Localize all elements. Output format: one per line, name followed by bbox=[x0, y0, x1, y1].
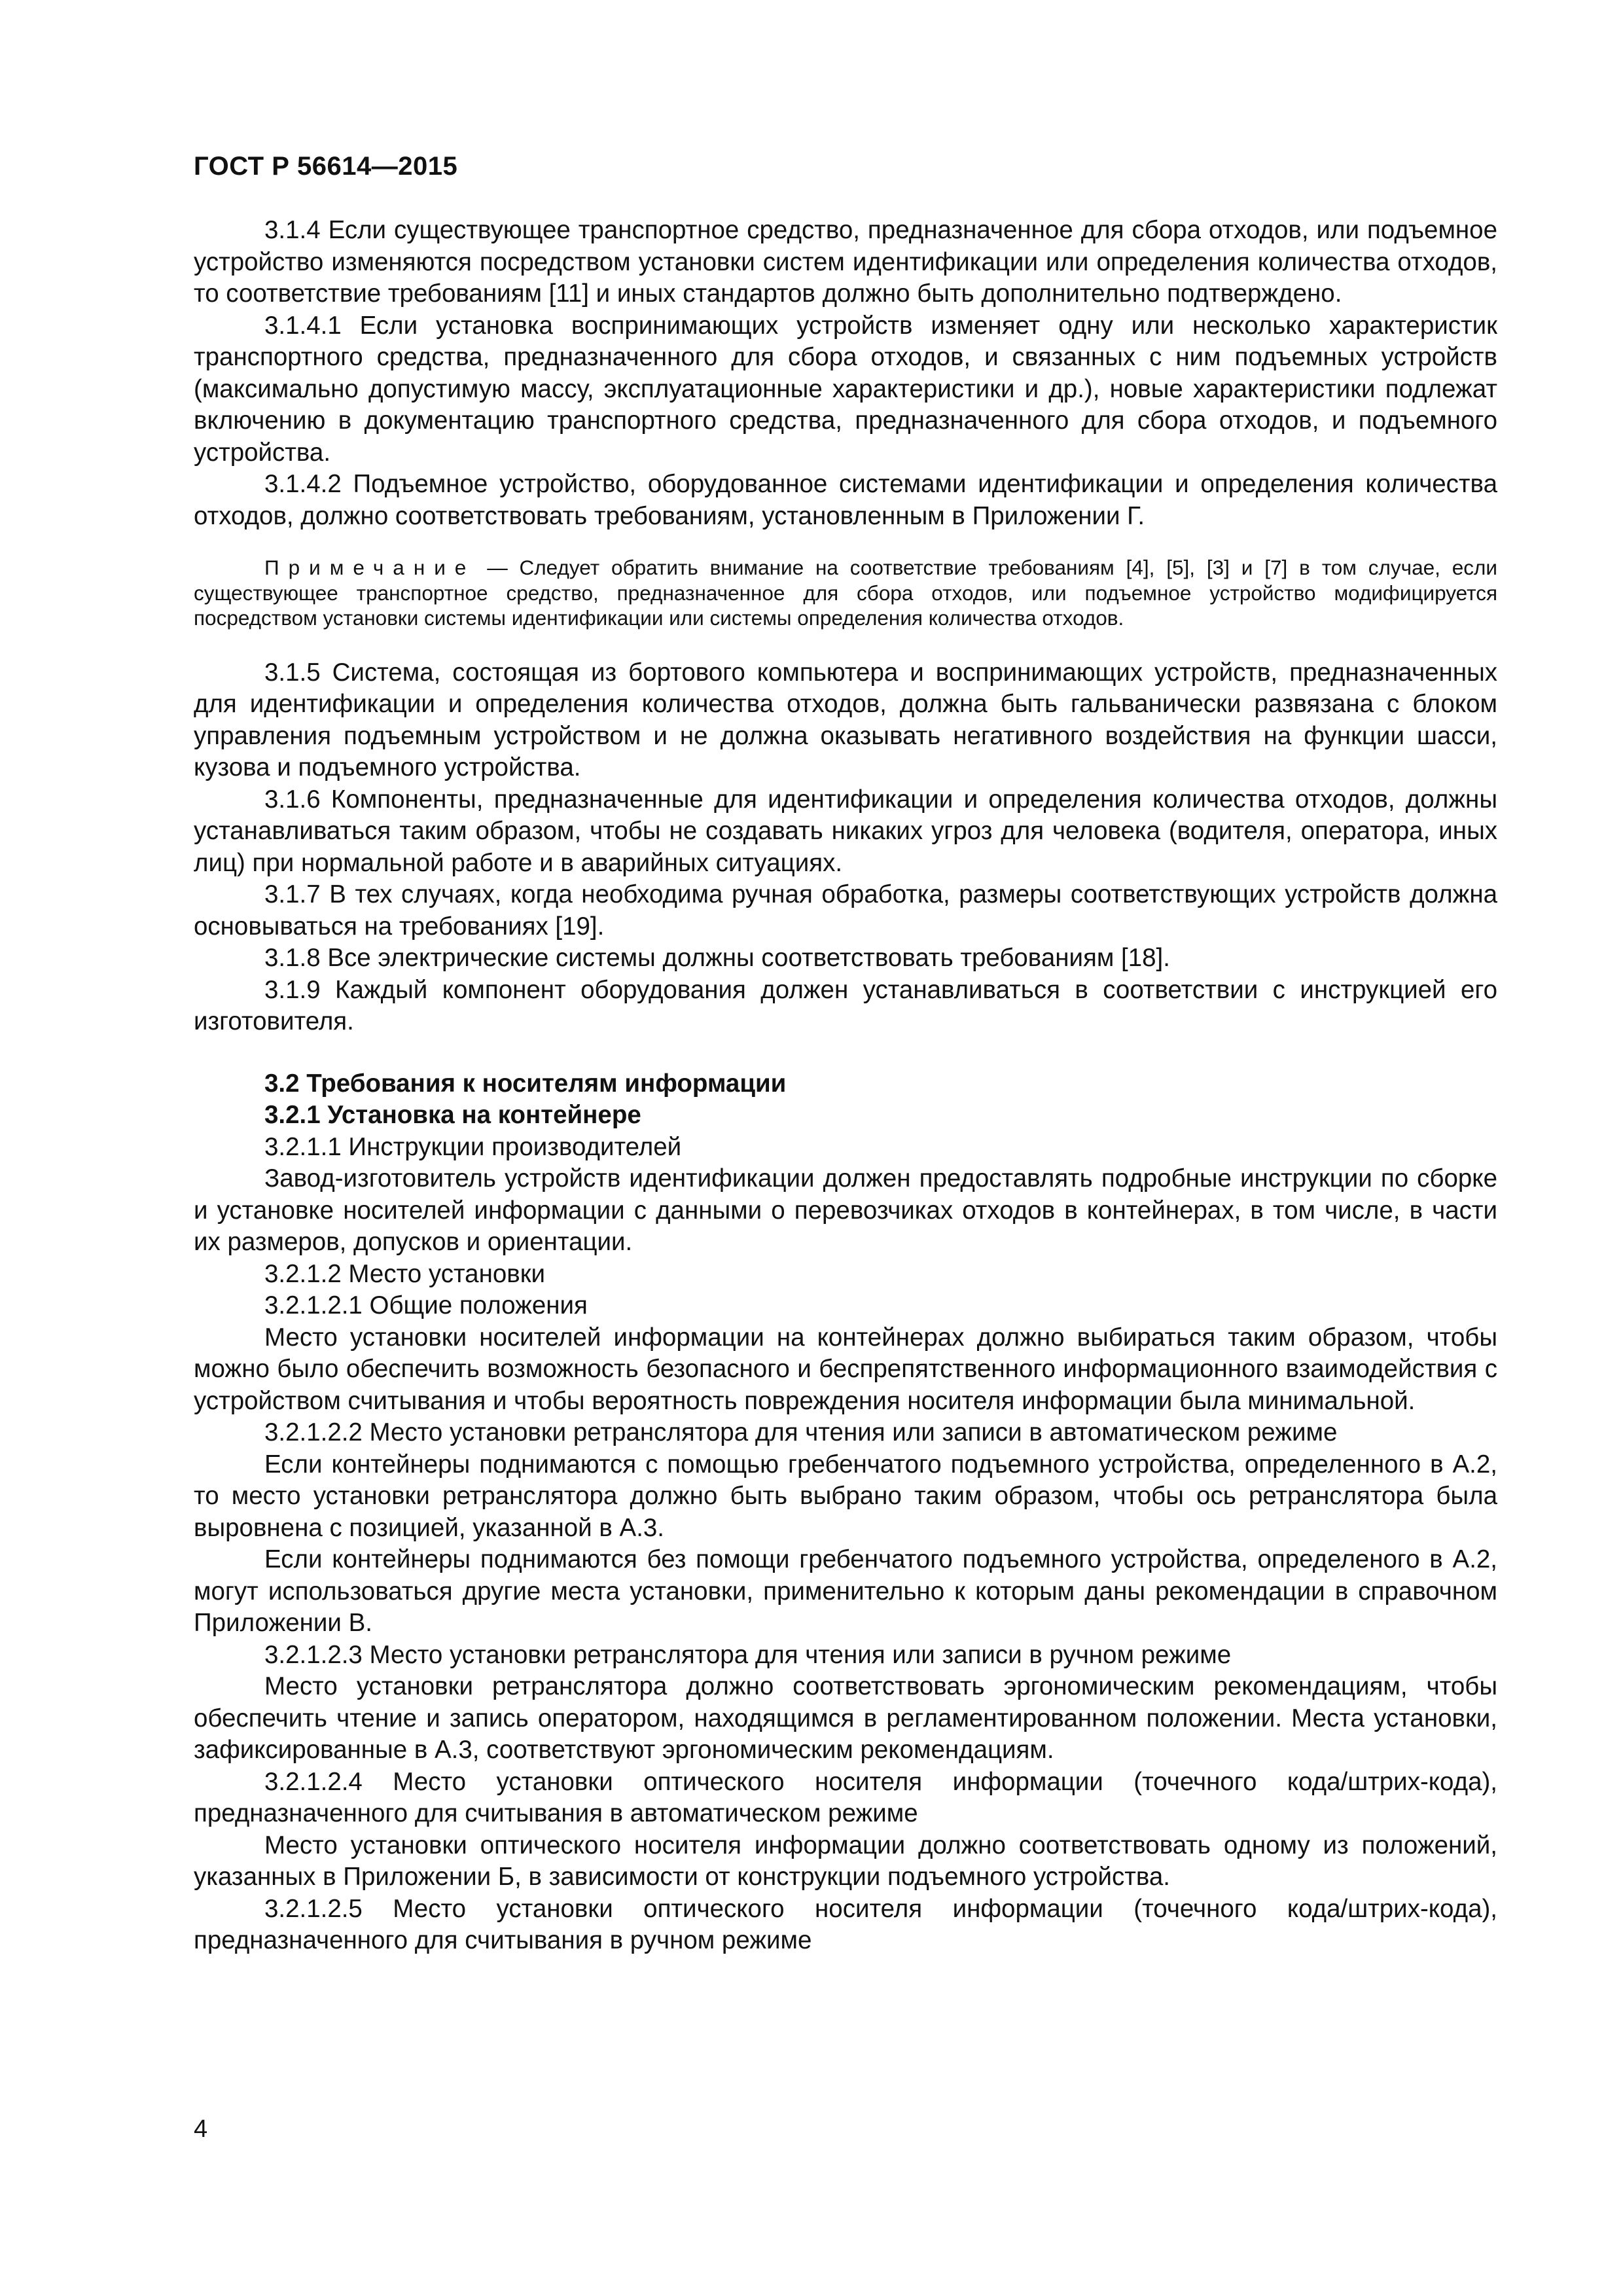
paragraph-3-2-1-1: Завод-изготовитель устройств идентификации должен предоставлять подробные инструкции по сборке и установке носителей информации с данными о перевозчиках отходов в контейнерах, в том числе, в части их размеров, допусков и ориентации. bbox=[194, 1164, 1497, 1256]
note bbox=[194, 555, 1497, 631]
clause-title-3-2-1-2-2: 3.2.1.2.2 Место установки ретранслятора для чтения или записи в автоматическом режиме bbox=[264, 1418, 1338, 1446]
paragraph-3-1-4-1: 3.1.4.1 Если установка воспринимающих устройств изменяет одну или несколько характеристик транспортного средства, предназначенного для сбора отходов, и связанных с ним подъемных устройств (максимально допустимую массу, эксплуатационные характеристики и др.), новые характеристики подлежат включению в документацию транспортного средства, предназначенного для сбора отходов, и подъемного устройства. bbox=[194, 311, 1497, 467]
note-text: — Следует обратить внимание на соответствие требованиям [4], [5], [3] и [7] в том случае, если существующее транспортное средство, предназначенное для сбора отходов, или подъемное устройство модифицируется посредством установки системы идентификации или системы определения количества отходов. bbox=[194, 556, 1497, 630]
clause-title-3-2-1-2: 3.2.1.2 Место установки bbox=[264, 1259, 546, 1288]
clause-title-3-2-1-2-5: 3.2.1.2.5 Место установки оптического носителя информации (точечного кода/штрих-кода), предназначенного для считывания в ручном режиме bbox=[194, 1894, 1497, 1954]
paragraph-3-2-1-2-3: Место установки ретранслятора должно соответствовать эргономическим рекомендациям, чтобы обеспечить чтение и запись оператором, находящимся в регламентированном положении. Места установки, зафиксированные в А.3, соответствуют эргономическим рекомендациям. bbox=[194, 1672, 1497, 1764]
paragraph-3-1-9: 3.1.9 Каждый компонент оборудования должен устанавливаться в соответствии с инструкцией его изготовителя. bbox=[194, 975, 1497, 1035]
paragraph-3-1-4-2: 3.1.4.2 Подъемное устройство, оборудованное системами идентификации и определения количества отходов, должно соответствовать требованиям, установленным в Приложении Г. bbox=[194, 470, 1497, 530]
note-label: Примечание bbox=[264, 556, 476, 579]
subsection-heading-3-2-1: 3.2.1 Установка на контейнере bbox=[264, 1101, 641, 1129]
clause-title-3-2-1-2-4: 3.2.1.2.4 Место установки оптического носителя информации (точечного кода/штрих-кода), предназначенного для считывания в автоматическом режиме bbox=[194, 1767, 1497, 1827]
paragraph-3-2-1-2-4: Место установки оптического носителя информации должно соответствовать одному из положений, указанных в Приложении Б, в зависимости от конструкции подъемного устройства. bbox=[194, 1831, 1497, 1891]
paragraph-3-2-1-2-2a: Если контейнеры поднимаются с помощью гребенчатого подъемного устройства, определенного в А.2, то место установки ретранслятора должно быть выбрано таким образом, чтобы ось ретранслятора была выровнена с позицией, указанной в А.3. bbox=[194, 1450, 1497, 1542]
clause-title-3-2-1-1: 3.2.1.1 Инструкции производителей bbox=[264, 1132, 682, 1161]
paragraph-3-1-4: 3.1.4 Если существующее транспортное средство, предназначенное для сбора отходов, или подъемное устройство изменяются посредством установки систем идентификации или определения количества отходов, то соответствие требованиям [11] и иных стандартов должно быть дополнительно подтверждено. bbox=[194, 216, 1497, 308]
paragraph-3-2-1-2-1: Место установки носителей информации на контейнерах должно выбираться таким образом, чтобы можно было обеспечить возможность безопасного и беспрепятственного информационного взаимодействия с устройством считывания и чтобы вероятность повреждения носителя информации была минимальной. bbox=[194, 1323, 1497, 1415]
clause-title-3-2-1-2-1: 3.2.1.2.1 Общие положения bbox=[264, 1291, 588, 1319]
paragraph-3-1-7: 3.1.7 В тех случаях, когда необходима ручная обработка, размеры соответствующих устройств должна основываться на требованиях [19]. bbox=[194, 880, 1497, 941]
page-number: 4 bbox=[194, 2115, 208, 2143]
paragraph-3-1-5: 3.1.5 Система, состоящая из бортового компьютера и воспринимающих устройств, предназначенных для идентификации и определения количества отходов, должна быть гальванически развязана с блоком управления подъемным устройством и не должна оказывать негативного воздействия на функции шасси, кузова и подъемного устройства. bbox=[194, 658, 1497, 781]
document-body bbox=[194, 215, 1497, 1957]
section-heading-3-2: 3.2 Требования к носителям информации bbox=[264, 1069, 787, 1098]
document-header: ГОСТ Р 56614—2015 bbox=[194, 152, 458, 181]
paragraph-3-1-6: 3.1.6 Компоненты, предназначенные для идентификации и определения количества отходов, должны устанавливаться таким образом, чтобы не создавать никаких угроз для человека (водителя, оператора, иных лиц) при нормальной работе и в аварийных ситуациях. bbox=[194, 785, 1497, 877]
clause-title-3-2-1-2-3: 3.2.1.2.3 Место установки ретранслятора для чтения или записи в ручном режиме bbox=[264, 1640, 1232, 1669]
paragraph-3-1-8: 3.1.8 Все электрические системы должны соответствовать требованиям [18]. bbox=[264, 944, 1170, 972]
paragraph-3-2-1-2-2b: Если контейнеры поднимаются без помощи гребенчатого подъемного устройства, определеного в А.2, могут использоваться другие места установки, применительно к которым даны рекомендации в справочном Приложении В. bbox=[194, 1545, 1497, 1637]
